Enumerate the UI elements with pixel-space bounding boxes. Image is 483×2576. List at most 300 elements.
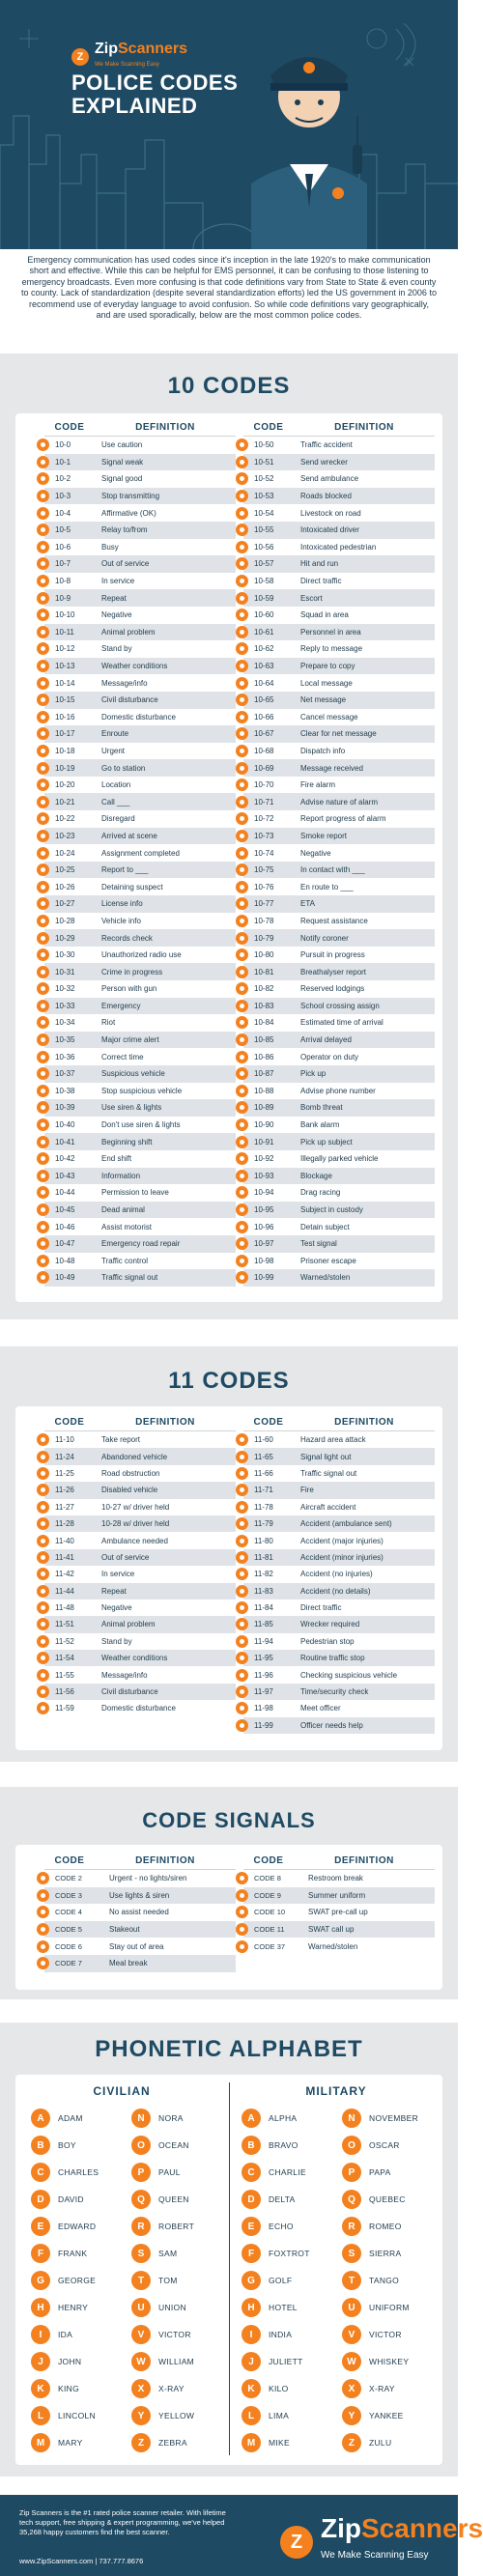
phonetic-item [31, 2297, 88, 2318]
eleven-codes-right-header [243, 1414, 435, 1431]
phonetic-word: WHISKEY [369, 2357, 410, 2366]
definition-header: DEFINITION [334, 1855, 394, 1866]
code-cell: 10-44 [55, 1188, 75, 1198]
definition-header: DEFINITION [135, 1417, 195, 1428]
definition-cell: Hit and run [300, 559, 339, 569]
table-row [243, 844, 435, 862]
eleven-codes-right-column [243, 1414, 435, 1734]
code-cell: 11-55 [55, 1670, 74, 1680]
definition-cell: Traffic control [101, 1256, 149, 1265]
table-row [243, 1684, 435, 1700]
letter-badge: H [31, 2298, 50, 2317]
table-row [243, 947, 435, 964]
code-bullet-icon [37, 1889, 49, 1902]
table-row [243, 1014, 435, 1032]
code-cell: 11-84 [254, 1603, 273, 1613]
code-cell: 10-26 [55, 882, 75, 892]
table-row [243, 777, 435, 794]
definition-cell: In service [101, 1570, 135, 1579]
definition-cell: Out of service [101, 559, 150, 569]
code-cell: 10-3 [55, 492, 71, 501]
brand-name-a: Zip [95, 41, 118, 57]
table-row [44, 1633, 236, 1650]
code-bullet-icon [37, 847, 49, 860]
definition-cell: Escort [300, 593, 323, 603]
definition-cell: Stand by [101, 644, 132, 654]
code-cell: 11-82 [254, 1570, 273, 1579]
letter-badge: D [242, 2190, 261, 2209]
code-cell: 10-84 [254, 1018, 274, 1028]
hero-title-line1: POLICE CODES [71, 71, 239, 95]
phonetic-word: BOY [58, 2140, 76, 2150]
definition-cell: Don't use siren & lights [101, 1120, 181, 1130]
phonetic-item [31, 2378, 79, 2399]
code-signals-card [15, 1845, 442, 1990]
code-bullet-icon [236, 1221, 248, 1233]
code-cell: 10-96 [254, 1222, 274, 1231]
code-cell: 11-40 [55, 1536, 74, 1545]
code-bullet-icon [236, 915, 248, 927]
police-officer-icon [251, 57, 367, 249]
phonetic-item [242, 2378, 289, 2399]
military-heading: MILITARY [305, 2084, 367, 2098]
table-row [44, 1218, 236, 1235]
code-cell: CODE 5 [55, 1925, 82, 1935]
definition-cell: Arrival delayed [300, 1035, 352, 1045]
code-cell: 10-59 [254, 593, 274, 603]
definition-cell: Detaining suspect [101, 882, 163, 892]
definition-header: DEFINITION [334, 422, 394, 433]
definition-cell: Summer uniform [308, 1890, 366, 1900]
eleven-codes-card [15, 1406, 442, 1750]
code-cell: 10-22 [55, 814, 75, 824]
code-bullet-icon [236, 897, 248, 910]
code-bullet-icon [236, 1601, 248, 1614]
code-cell: 10-11 [55, 627, 74, 637]
phonetic-word: TOM [158, 2276, 178, 2285]
code-bullet-icon [236, 439, 248, 451]
table-row [44, 1202, 236, 1219]
code-cell: 10-41 [55, 1137, 75, 1146]
code-bullet-icon [236, 881, 248, 893]
table-row [243, 1904, 435, 1921]
phonetic-item [131, 2297, 186, 2318]
table-row [44, 539, 236, 556]
code-cell: 10-80 [254, 950, 274, 960]
code-signals-left-column [44, 1853, 236, 1972]
phonetic-word: SAM [158, 2249, 178, 2258]
phonetic-item [131, 2189, 189, 2210]
table-row [44, 555, 236, 573]
definition-cell: Send wrecker [300, 457, 348, 467]
letter-badge: P [342, 2163, 361, 2182]
definition-cell: Meet officer [300, 1704, 341, 1713]
code-bullet-icon [37, 1203, 49, 1216]
code-cell: 10-4 [55, 508, 71, 518]
footer-brand-name [321, 2513, 483, 2568]
code-cell: 10-86 [254, 1052, 274, 1062]
code-bullet-icon [236, 762, 248, 775]
definition-cell: Direct traffic [300, 1603, 342, 1613]
table-row [44, 1133, 236, 1150]
letter-badge: Z [131, 2433, 151, 2452]
code-bullet-icon [37, 1652, 49, 1664]
code-bullet-icon [37, 660, 49, 672]
definition-cell: Location [101, 780, 131, 790]
code-cell: 10-76 [254, 882, 274, 892]
footer-contact-link[interactable]: www.ZipScanners.com | 737.777.8676 [19, 2557, 144, 2565]
code-bullet-icon [236, 1923, 248, 1936]
code-cell: 10-55 [254, 525, 274, 535]
definition-cell: ETA [300, 899, 315, 909]
code-cell: 10-38 [55, 1086, 75, 1095]
code-cell: 11-48 [55, 1603, 74, 1613]
table-row [44, 488, 236, 505]
code-bullet-icon [37, 1872, 49, 1884]
code-cell: 10-75 [254, 865, 274, 875]
table-row [243, 522, 435, 539]
code-cell: 11-83 [254, 1586, 273, 1596]
code-cell: 10-97 [254, 1239, 274, 1249]
code-cell: 10-88 [254, 1086, 274, 1095]
phonetic-word: OCEAN [158, 2140, 189, 2150]
phonetic-item [131, 2324, 191, 2345]
table-row [243, 1549, 435, 1566]
phonetic-item [342, 2432, 391, 2453]
table-row [243, 1168, 435, 1185]
phonetic-word: QUEBEC [369, 2194, 406, 2204]
code-bullet-icon [236, 1451, 248, 1463]
table-row [44, 844, 236, 862]
definition-cell: Detain subject [300, 1222, 350, 1231]
phonetic-word: YELLOW [158, 2411, 195, 2420]
table-row [243, 709, 435, 726]
code-cell: 10-24 [55, 848, 75, 858]
code-cell: 10-7 [55, 559, 71, 569]
table-row [44, 1150, 236, 1168]
code-bullet-icon [236, 1685, 248, 1698]
table-row [44, 1921, 236, 1939]
definition-cell: Dead animal [101, 1205, 145, 1215]
table-row [243, 1218, 435, 1235]
code-bullet-icon [236, 660, 248, 672]
table-row [44, 1499, 236, 1515]
code-signals-right-rows [243, 1870, 435, 1955]
hero-title [71, 71, 238, 118]
definition-cell: Road obstruction [101, 1468, 160, 1478]
phonetic-item [342, 2135, 400, 2156]
code-bullet-icon [37, 932, 49, 945]
phonetic-item [342, 2243, 401, 2264]
table-row [44, 1955, 236, 1972]
table-row [44, 1666, 236, 1683]
table-row [44, 607, 236, 624]
code-bullet-icon [236, 524, 248, 536]
code-header: CODE [54, 1855, 85, 1866]
table-row [44, 1465, 236, 1482]
code-cell: 10-35 [55, 1035, 75, 1045]
table-row [243, 1599, 435, 1616]
code-cell: 10-83 [254, 1001, 274, 1010]
phonetic-item [31, 2405, 96, 2426]
definition-cell: Hazard area attack [300, 1435, 366, 1445]
phonetic-item [342, 2189, 406, 2210]
code-bullet-icon [37, 881, 49, 893]
code-cell: 10-93 [254, 1171, 274, 1180]
table-row [44, 1599, 236, 1616]
code-cell: 10-79 [254, 933, 274, 943]
definition-cell: Time/security check [300, 1687, 369, 1697]
letter-badge: W [131, 2352, 151, 2371]
phonetic-item [31, 2324, 72, 2345]
code-bullet-icon [236, 557, 248, 570]
code-bullet-icon [236, 1000, 248, 1012]
table-row [44, 1065, 236, 1083]
definition-cell: Test signal [300, 1239, 337, 1249]
phonetic-word: KING [58, 2384, 79, 2393]
definition-cell: Negative [101, 1603, 132, 1613]
table-row [44, 810, 236, 828]
code-bullet-icon [37, 727, 49, 740]
code-cell: 10-52 [254, 474, 274, 484]
code-cell: 10-10 [55, 610, 75, 620]
code-bullet-icon [37, 1669, 49, 1682]
code-cell: 10-32 [55, 984, 75, 994]
definition-cell: Arrived at scene [101, 831, 157, 840]
ten-codes-right-header [243, 419, 435, 437]
phonetic-item [131, 2270, 178, 2291]
phonetic-item [242, 2270, 292, 2291]
code-bullet-icon [236, 1618, 248, 1630]
table-row [243, 437, 435, 454]
table-row [44, 777, 236, 794]
definition-cell: Disregard [101, 814, 135, 824]
brand-name-b: Scanners [118, 41, 188, 57]
definition-cell: Report to ___ [101, 865, 149, 875]
table-row [243, 1048, 435, 1065]
code-cell: 11-96 [254, 1670, 273, 1680]
code-bullet-icon [236, 1255, 248, 1267]
letter-badge: W [342, 2352, 361, 2371]
phonetic-item [342, 2162, 391, 2183]
definition-cell: Records check [101, 933, 153, 943]
code-bullet-icon [236, 1186, 248, 1199]
code-cell: 10-34 [55, 1018, 75, 1028]
letter-badge: T [131, 2271, 151, 2290]
letter-badge: D [31, 2190, 50, 2209]
table-row [243, 1616, 435, 1632]
phonetic-item [131, 2378, 185, 2399]
definition-cell: SWAT pre-call up [308, 1908, 368, 1917]
code-cell: 10-56 [254, 542, 274, 552]
phonetic-item [131, 2351, 194, 2372]
table-row [44, 793, 236, 810]
table-row [243, 862, 435, 879]
hero-banner [0, 0, 458, 249]
code-bullet-icon [236, 932, 248, 945]
code-bullet-icon [236, 507, 248, 520]
table-row [44, 1269, 236, 1287]
code-cell: 10-60 [254, 610, 274, 620]
table-row [44, 1566, 236, 1582]
letter-badge: J [31, 2352, 50, 2371]
code-cell: 11-78 [254, 1502, 273, 1512]
letter-badge: V [342, 2325, 361, 2344]
definition-cell: Send ambulance [300, 474, 359, 484]
phonetic-word: ZULU [369, 2438, 392, 2448]
table-row [44, 1032, 236, 1049]
definition-cell: Beginning shift [101, 1137, 153, 1146]
definition-cell: Animal problem [101, 1620, 156, 1629]
definition-cell: Bomb threat [300, 1103, 343, 1113]
letter-badge: Y [342, 2406, 361, 2425]
code-cell: 10-17 [55, 729, 75, 739]
phonetic-word: X-RAY [158, 2384, 185, 2393]
table-row [243, 624, 435, 641]
code-bullet-icon [37, 897, 49, 910]
code-bullet-icon [236, 1940, 248, 1953]
code-bullet-icon [37, 472, 49, 485]
code-bullet-icon [236, 1652, 248, 1664]
definition-cell: Subject in custody [300, 1205, 363, 1215]
definition-cell: Ambulance needed [101, 1536, 168, 1545]
definition-cell: Reserved lodgings [300, 984, 365, 994]
phonetic-item [131, 2432, 187, 2453]
code-cell: CODE 37 [254, 1941, 286, 1951]
phonetic-title: PHONETIC ALPHABET [95, 2036, 363, 2062]
eleven-codes-left-column [44, 1414, 236, 1717]
phonetic-word: ROMEO [369, 2222, 402, 2231]
code-signals-left-rows [44, 1870, 236, 1972]
table-row [44, 1938, 236, 1955]
phonetic-item [31, 2243, 87, 2264]
definition-cell: License info [101, 899, 143, 909]
code-cell: 11-95 [254, 1654, 273, 1663]
footer-brand-name-b: Scanners [361, 2513, 483, 2543]
definition-cell: Livestock on road [300, 508, 361, 518]
definition-cell: Stakeout [109, 1925, 140, 1935]
code-bullet-icon [236, 541, 248, 553]
brand-logo[interactable] [71, 42, 187, 71]
definition-cell: End shift [101, 1154, 132, 1164]
code-cell: CODE 8 [254, 1874, 281, 1883]
definition-cell: Assist motorist [101, 1222, 153, 1231]
phonetic-word: LIMA [269, 2411, 290, 2420]
code-bullet-icon [236, 966, 248, 978]
letter-badge: X [342, 2379, 361, 2398]
code-bullet-icon [236, 575, 248, 587]
code-cell: 10-23 [55, 831, 75, 840]
code-cell: 10-27 [55, 899, 75, 909]
letter-badge: U [342, 2298, 361, 2317]
definition-cell: Traffic signal out [300, 1468, 357, 1478]
table-row [243, 1515, 435, 1532]
definition-cell: Signal light out [300, 1452, 352, 1461]
code-bullet-icon [37, 626, 49, 638]
code-bullet-icon [37, 1033, 49, 1046]
code-cell: 10-81 [254, 967, 274, 977]
phonetic-item [342, 2351, 409, 2372]
table-row [243, 454, 435, 471]
table-row [243, 1032, 435, 1049]
table-row [243, 1633, 435, 1650]
phonetic-word: JULIETT [269, 2357, 303, 2366]
definition-cell: Relay to/from [101, 525, 148, 535]
code-bullet-icon [236, 1067, 248, 1080]
table-row [243, 913, 435, 930]
table-row [243, 1431, 435, 1448]
table-row [243, 1482, 435, 1498]
definition-cell: Stop suspicious vehicle [101, 1086, 183, 1095]
code-bullet-icon [37, 1118, 49, 1131]
definition-cell: Repeat [101, 593, 127, 603]
table-row [44, 878, 236, 895]
phonetic-word: ALPHA [269, 2113, 298, 2123]
table-row [44, 980, 236, 998]
definition-cell: School crossing assign [300, 1001, 380, 1010]
code-bullet-icon [236, 1203, 248, 1216]
definition-cell: Repeat [101, 1586, 127, 1596]
code-bullet-icon [236, 1170, 248, 1182]
table-row [243, 980, 435, 998]
table-row [243, 1870, 435, 1887]
letter-badge: N [131, 2109, 151, 2128]
code-bullet-icon [37, 1957, 49, 1969]
code-bullet-icon [236, 830, 248, 842]
definition-cell: Call ___ [101, 797, 130, 807]
letter-badge: L [31, 2406, 50, 2425]
phonetic-word: JOHN [58, 2357, 82, 2366]
code-cell: 10-57 [254, 559, 274, 569]
code-bullet-icon [37, 439, 49, 451]
code-bullet-icon [236, 812, 248, 825]
table-row [243, 488, 435, 505]
definition-cell: Signal weak [101, 457, 144, 467]
city-skyline-illustration [0, 0, 458, 249]
definition-cell: Request assistance [300, 916, 368, 925]
letter-badge: X [131, 2379, 151, 2398]
code-cell: 10-92 [254, 1154, 274, 1164]
code-bullet-icon [37, 1152, 49, 1165]
definition-cell: Affirmative (OK) [101, 508, 156, 518]
phonetic-item [242, 2243, 310, 2264]
code-cell: CODE 6 [55, 1941, 82, 1951]
definition-cell: Warned/stolen [308, 1941, 358, 1951]
table-row [243, 674, 435, 692]
code-cell: 10-95 [254, 1205, 274, 1215]
code-signals-left-header [44, 1853, 236, 1870]
code-bullet-icon [37, 915, 49, 927]
definition-cell: Aircraft accident [300, 1502, 356, 1512]
definition-cell: Bank alarm [300, 1120, 340, 1130]
code-cell: 10-67 [254, 729, 274, 739]
code-cell: 11-24 [55, 1452, 74, 1461]
phonetic-word: NORA [158, 2113, 184, 2123]
footer-brand-logo[interactable] [280, 2513, 483, 2568]
table-row [44, 504, 236, 522]
table-row [243, 1921, 435, 1939]
code-bullet-icon [236, 1872, 248, 1884]
table-row [44, 640, 236, 658]
letter-badge: Q [131, 2190, 151, 2209]
code-cell: 11-41 [55, 1552, 74, 1562]
table-row [44, 1482, 236, 1498]
code-cell: 10-66 [254, 712, 274, 722]
code-signals-right-column [243, 1853, 435, 1955]
definition-cell: Animal problem [101, 627, 156, 637]
code-bullet-icon [236, 796, 248, 808]
code-cell: 10-77 [254, 899, 274, 909]
